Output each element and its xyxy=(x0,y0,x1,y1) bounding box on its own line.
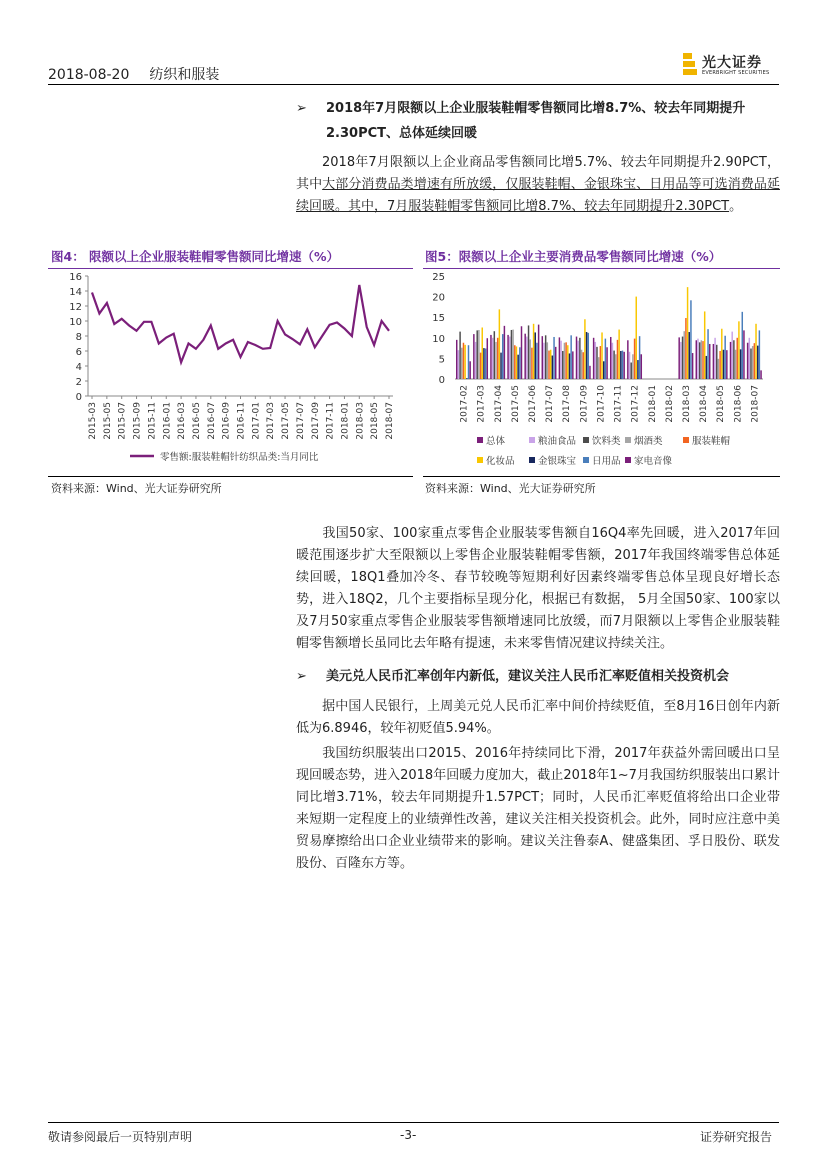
x-tick-label: 2016-01 xyxy=(162,402,173,440)
bar xyxy=(593,338,594,379)
bar xyxy=(740,349,741,379)
bar xyxy=(689,332,690,379)
bar xyxy=(516,346,517,379)
y-tick-label: 25 xyxy=(432,272,445,283)
bar xyxy=(517,355,518,379)
bar xyxy=(543,343,544,379)
bar xyxy=(630,363,631,379)
x-tick-label: 2018-03 xyxy=(355,402,366,440)
bar xyxy=(618,330,619,379)
bar xyxy=(682,337,683,379)
bar xyxy=(487,338,488,379)
bar xyxy=(620,351,621,379)
fig4-bottom-rule xyxy=(48,476,413,477)
bar xyxy=(754,343,755,379)
bar xyxy=(466,378,467,379)
x-tick-label: 2015-07 xyxy=(117,402,128,440)
para1-text-a: 2018年7月限额以上企业商品零售额同比增5.7%、较去年同期提升2.90PCT，其中 xyxy=(296,155,780,192)
x-tick-label: 2016-09 xyxy=(221,402,232,440)
bar xyxy=(637,360,638,379)
header-rule xyxy=(48,84,779,85)
bar xyxy=(538,325,539,379)
bar xyxy=(721,329,722,379)
bar xyxy=(603,361,604,379)
bar xyxy=(733,340,734,379)
x-tick-label: 2018-06 xyxy=(733,385,744,423)
report-sector: 纺织和服装 xyxy=(149,67,220,83)
bar xyxy=(724,336,725,379)
x-tick-label: 2017-09 xyxy=(310,402,321,440)
legend-label: 服装鞋帽 xyxy=(692,436,731,447)
legend-swatch xyxy=(529,457,535,463)
bar xyxy=(536,343,537,379)
bar xyxy=(629,352,630,379)
x-tick-label: 2018-03 xyxy=(682,385,692,423)
para1-underlined-text: 大部分消费品类增速有所放缓，仅服装鞋帽、金银珠宝、日用品等可选消费品延续回暖。其中，7月服装鞋帽零售额同比增8.7%、较去年同期提升2.30PCT xyxy=(296,177,780,214)
section2-paragraph2 xyxy=(296,743,780,875)
fig5-source: 资料来源：Wind、光大证券研究所 xyxy=(425,482,596,495)
bar xyxy=(456,340,457,379)
bar xyxy=(738,321,739,379)
legend-label: 烟酒类 xyxy=(634,436,663,447)
legend-label: 零售额:服装鞋帽针纺织品类:当月同比 xyxy=(160,452,319,463)
bar xyxy=(696,340,697,379)
bar xyxy=(545,335,546,379)
bar xyxy=(552,356,553,379)
para1-text-b: 。 xyxy=(729,199,743,214)
x-tick-label: 2017-06 xyxy=(528,385,538,423)
bar xyxy=(641,354,642,379)
bar xyxy=(600,346,601,379)
bar xyxy=(747,343,748,379)
bar xyxy=(707,329,708,379)
footer-report-type: 证券研究报告 xyxy=(700,1130,773,1144)
x-tick-label: 2018-04 xyxy=(699,385,710,423)
bar xyxy=(548,351,549,379)
bar xyxy=(709,344,710,379)
bar xyxy=(639,336,640,379)
bar xyxy=(560,341,561,379)
legend-swatch xyxy=(477,437,483,443)
bar xyxy=(559,337,560,379)
y-tick-label: 20 xyxy=(432,292,445,304)
bar xyxy=(509,337,510,379)
y-tick-label: 8 xyxy=(75,332,82,343)
bar xyxy=(526,337,527,379)
bar xyxy=(511,330,512,379)
y-tick-label: 10 xyxy=(432,333,445,345)
section2-heading-text: 美元兑人民币汇率创年内新低，建议关注人民币汇率贬值相关投资机会 xyxy=(326,669,730,684)
x-tick-label: 2017-11 xyxy=(613,385,624,423)
bar xyxy=(569,353,570,379)
bar xyxy=(743,330,744,379)
footer-rule xyxy=(48,1122,779,1123)
x-tick-label: 2015-05 xyxy=(102,402,113,440)
bar xyxy=(514,345,515,379)
legend-swatch xyxy=(683,437,689,443)
brokerage-logo xyxy=(683,53,783,79)
bar xyxy=(680,342,681,379)
bar xyxy=(542,336,543,379)
fig4-line-chart xyxy=(48,270,413,475)
bar xyxy=(622,351,623,379)
bar xyxy=(468,345,469,379)
bar xyxy=(459,332,460,379)
fig4-title: 图4： 限额以上企业服装鞋帽零售额同比增速（%） xyxy=(51,249,340,264)
legend-label: 饮料类 xyxy=(592,436,621,447)
y-tick-label: 14 xyxy=(69,287,82,298)
x-tick-label: 2018-07 xyxy=(385,402,395,440)
x-tick-label: 2017-10 xyxy=(596,385,607,423)
bar xyxy=(692,353,693,379)
x-tick-label: 2017-04 xyxy=(493,385,504,423)
bar xyxy=(606,347,607,379)
bar xyxy=(555,347,556,379)
report-date-sector xyxy=(48,64,219,84)
x-tick-label: 2017-07 xyxy=(545,385,556,423)
bar xyxy=(601,332,602,379)
y-tick-label: 5 xyxy=(438,354,445,366)
bar xyxy=(596,347,597,379)
bar xyxy=(617,340,618,379)
x-tick-label: 2018-02 xyxy=(664,385,675,423)
bar xyxy=(478,330,479,379)
bar xyxy=(678,337,679,379)
section1-paragraph1 xyxy=(296,152,780,218)
y-tick-label: 15 xyxy=(432,313,445,325)
x-tick-label: 2017-07 xyxy=(295,402,306,440)
legend-label: 化妆品 xyxy=(486,456,515,467)
bar xyxy=(605,339,606,379)
legend-swatch xyxy=(477,457,483,463)
y-tick-label: 16 xyxy=(69,272,82,283)
y-tick-label: 6 xyxy=(75,347,82,358)
x-tick-label: 2016-05 xyxy=(191,402,202,440)
fig5-title: 图5：限额以上企业主要消费品零售额同比增速（%） xyxy=(425,249,722,264)
bar xyxy=(742,312,743,379)
x-tick-label: 2017-03 xyxy=(476,385,487,423)
legend-swatch xyxy=(625,437,631,443)
bar xyxy=(697,339,698,379)
footer-page-number: -3- xyxy=(400,1128,417,1142)
bar xyxy=(458,350,459,379)
fig5-bar-chart xyxy=(423,270,780,475)
x-tick-label: 2015-11 xyxy=(147,402,158,440)
bar xyxy=(535,332,536,379)
y-tick-label: 2 xyxy=(75,377,82,388)
bar xyxy=(636,297,637,379)
bar xyxy=(469,361,470,379)
bar xyxy=(588,333,589,379)
bar xyxy=(464,345,465,379)
bar xyxy=(476,330,477,379)
y-tick-label: 10 xyxy=(69,317,82,328)
legend-label: 粮油食品 xyxy=(538,436,577,447)
bar xyxy=(485,349,486,379)
bar xyxy=(731,332,732,379)
bar xyxy=(495,342,496,379)
bar xyxy=(713,344,714,379)
x-tick-label: 2018-07 xyxy=(750,385,761,423)
bar xyxy=(473,334,474,379)
bar xyxy=(533,324,534,379)
section2-heading xyxy=(296,664,780,689)
bar xyxy=(576,337,577,379)
legend-swatch xyxy=(625,457,631,463)
y-tick-label: 4 xyxy=(75,362,82,373)
bar xyxy=(610,337,611,379)
x-tick-label: 2018-05 xyxy=(370,402,381,440)
bar xyxy=(719,351,720,379)
x-tick-label: 2018-05 xyxy=(716,385,727,423)
bar xyxy=(500,353,501,379)
bar xyxy=(507,335,508,379)
section2-para2-text: 我国纺织服装出口2015、2016年持续同比下滑，2017年获益外需回暖出口呈现回暖态势，进入2018年回暖力度加大，截止2018年1~7月我国纺织服装出口累计同比增3.71%，较去年同期提升1.57PCT；同时，人民币汇率贬值将给出口企业带来短期一定程度上的业绩弹性改善，建议关注相关投资机会。此外，同时应注意中美贸易摩擦给出口企业业绩带来的影响。建议关注鲁泰A、健盛集团、孚日股份、联发股份、百隆东方等。 xyxy=(296,746,780,871)
bar xyxy=(615,354,616,379)
bar xyxy=(749,338,750,379)
x-tick-label: 2017-05 xyxy=(510,385,521,423)
fig5-title-rule xyxy=(423,268,780,269)
bar xyxy=(475,342,476,379)
bar xyxy=(463,343,464,379)
series-line xyxy=(92,285,389,362)
bar xyxy=(579,338,580,379)
bar xyxy=(581,350,582,379)
bar xyxy=(531,348,532,379)
bar xyxy=(702,341,703,379)
bar xyxy=(529,339,530,379)
section2-para1-text: 据中国人民银行，上周美元兑人民币汇率中间价持续贬值，至8月16日创年内新低为6.8946，较年初贬值5.94%。 xyxy=(296,699,780,736)
bar xyxy=(613,351,614,379)
bar xyxy=(553,337,554,379)
bar xyxy=(494,331,495,379)
x-tick-label: 2018-01 xyxy=(647,385,658,423)
bar xyxy=(634,339,635,379)
bar xyxy=(752,346,753,379)
section1-heading-text: 2018年7月限额以上企业服装鞋帽零售额同比增8.7%、较去年同期提升2.30PCT、总体延续回暖 xyxy=(326,101,746,141)
x-tick-label: 2018-01 xyxy=(340,402,351,440)
bar xyxy=(586,332,587,379)
section2-paragraph1 xyxy=(296,696,780,740)
legend-label: 日用品 xyxy=(592,456,621,467)
x-tick-label: 2015-09 xyxy=(132,402,143,440)
bar xyxy=(480,353,481,379)
section1-paragraph2 xyxy=(296,523,780,655)
bar xyxy=(690,300,691,379)
x-tick-label: 2017-12 xyxy=(630,385,641,423)
bar xyxy=(550,350,551,379)
bar xyxy=(492,338,493,379)
bar xyxy=(701,340,702,379)
fig4-title-rule xyxy=(48,268,413,269)
bar xyxy=(589,366,590,379)
bar xyxy=(760,370,761,379)
fig4-source: 资料来源：Wind、光大证券研究所 xyxy=(51,482,222,495)
bar xyxy=(704,311,705,379)
bar xyxy=(570,335,571,379)
bar xyxy=(582,352,583,379)
bar xyxy=(490,335,491,379)
fig5-bottom-rule xyxy=(423,476,780,477)
y-tick-label: 12 xyxy=(69,302,82,313)
bar xyxy=(757,346,758,379)
bar xyxy=(683,331,684,379)
bar xyxy=(482,328,483,380)
x-tick-label: 2017-01 xyxy=(251,402,262,440)
bar xyxy=(595,342,596,379)
bar xyxy=(565,342,566,379)
logo-chinese-name: 光大证券 xyxy=(702,55,762,71)
bullet-arrow-icon: ➢ xyxy=(296,669,307,684)
y-tick-label: 0 xyxy=(75,392,82,403)
bar xyxy=(623,352,624,379)
bar xyxy=(750,349,751,379)
legend-swatch xyxy=(529,437,535,443)
bar xyxy=(524,334,525,379)
bar xyxy=(716,345,717,379)
bar xyxy=(497,338,498,379)
legend-label: 总体 xyxy=(486,436,506,447)
legend-swatch xyxy=(583,437,589,443)
bar xyxy=(502,334,503,379)
section1-heading xyxy=(296,96,780,146)
bar xyxy=(632,354,633,379)
bar xyxy=(612,343,613,379)
bar xyxy=(562,351,563,379)
bar xyxy=(521,326,522,379)
legend-swatch xyxy=(583,457,589,463)
bar xyxy=(706,356,707,379)
bar xyxy=(499,309,500,379)
bar xyxy=(483,348,484,379)
bar xyxy=(564,343,565,379)
logo-mark-icon xyxy=(683,53,697,75)
bar xyxy=(755,324,756,379)
x-tick-label: 2016-07 xyxy=(206,402,217,440)
legend-label: 家电音像 xyxy=(634,456,673,467)
bar xyxy=(687,287,688,379)
bar xyxy=(547,342,548,379)
bar xyxy=(735,350,736,379)
bar xyxy=(759,330,760,379)
y-tick-label: 0 xyxy=(438,375,445,386)
bar xyxy=(685,318,686,379)
bar xyxy=(504,326,505,379)
bar xyxy=(627,340,628,379)
legend-label: 金银珠宝 xyxy=(538,456,577,467)
x-tick-label: 2017-03 xyxy=(266,402,277,440)
bar xyxy=(528,325,529,379)
bar xyxy=(730,342,731,379)
footer-disclaimer: 敬请参阅最后一页特别声明 xyxy=(48,1130,193,1144)
para2-text: 我国50家、100家重点零售企业服装零售额自16Q4率先回暖，进入2017年回暖范围逐步扩大至限额以上零售企业服装鞋帽零售额，2017年我国终端零售总体延续回暖，18Q1叠加冷冬、春节较晚等短期利好因素终端零售总体呈现良好增长态势，进入18Q2，几个主要指标呈现分化，根据已有数据， 5月全国50家、100家以及7月50家重点零售企业服装零售额增速同比放缓，而7月限额以上零售企业服装鞋帽零售额增长虽同比去年略有提速，未来零售情况建议持续关注。 xyxy=(296,526,780,651)
bar xyxy=(718,359,719,379)
bar xyxy=(598,357,599,379)
bar xyxy=(736,338,737,379)
bar xyxy=(519,347,520,379)
x-tick-label: 2017-11 xyxy=(325,402,336,440)
x-tick-label: 2017-05 xyxy=(281,402,292,440)
x-tick-label: 2017-09 xyxy=(579,385,590,423)
bar xyxy=(723,350,724,379)
x-tick-label: 2017-02 xyxy=(459,385,470,423)
x-tick-label: 2017-08 xyxy=(562,385,573,423)
x-tick-label: 2016-03 xyxy=(177,402,188,440)
x-tick-label: 2016-11 xyxy=(236,402,247,440)
report-date: 2018-08-20 xyxy=(48,67,130,83)
bar xyxy=(714,338,715,379)
bar xyxy=(699,342,700,379)
bar xyxy=(572,351,573,379)
bar xyxy=(584,319,585,379)
bar xyxy=(726,350,727,379)
bar xyxy=(512,330,513,379)
logo-english-name: EVERBRIGHT SECURITIES xyxy=(702,70,770,76)
bar xyxy=(461,348,462,379)
bar xyxy=(577,341,578,379)
x-tick-label: 2015-03 xyxy=(88,402,98,440)
bar xyxy=(567,345,568,379)
bullet-arrow-icon: ➢ xyxy=(296,101,307,116)
